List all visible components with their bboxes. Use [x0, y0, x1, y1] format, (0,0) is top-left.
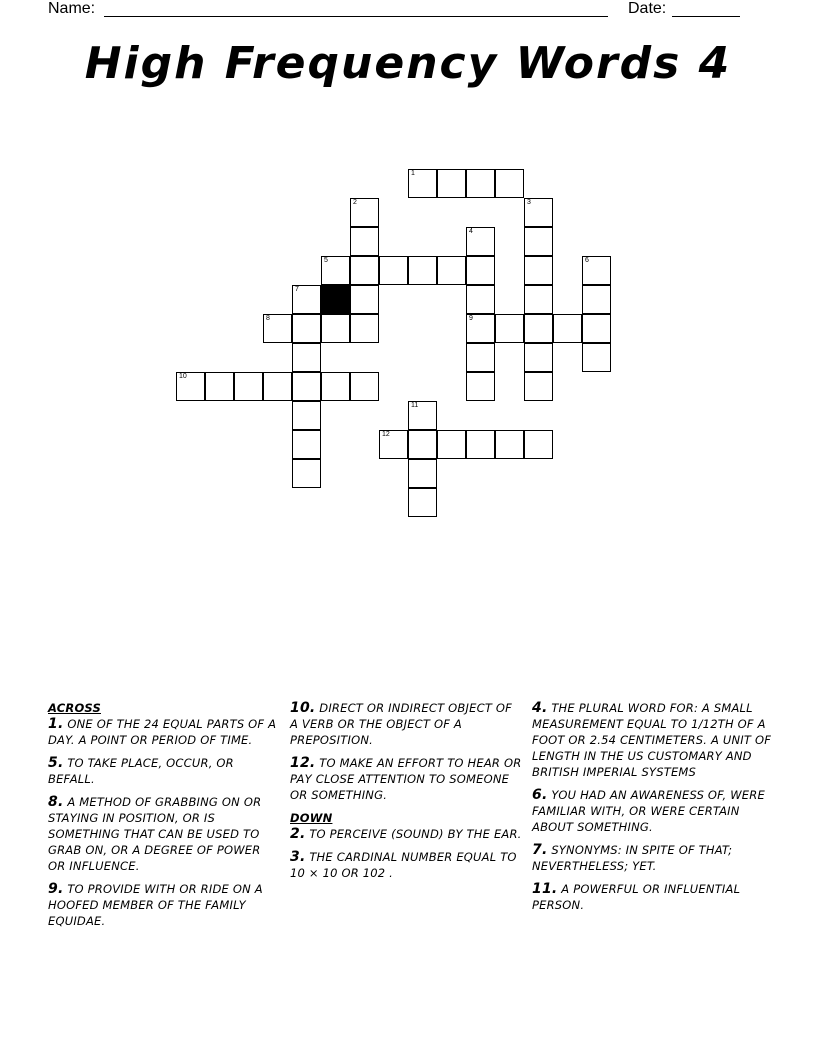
clues-column-3 [532, 700, 772, 920]
grid-cell[interactable] [437, 169, 466, 198]
grid-cell[interactable] [350, 256, 379, 285]
grid-cell[interactable] [292, 401, 321, 430]
grid-cell[interactable] [582, 285, 611, 314]
grid-cell[interactable] [234, 372, 263, 401]
grid-cell[interactable] [350, 285, 379, 314]
across-heading: ACROSS [48, 701, 101, 715]
grid-cell[interactable] [321, 372, 350, 401]
clue-across-12: 12. TO MAKE AN EFFORT TO HEAR OR PAY CLOSE ATTENTION TO SOMEONE OR SOMETHING. [290, 755, 522, 802]
grid-cell[interactable] [495, 430, 524, 459]
grid-cell[interactable] [379, 430, 408, 459]
clue-across-5: 5. TO TAKE PLACE, OCCUR, OR BEFALL. [48, 755, 234, 786]
clues-column-1 [48, 700, 280, 936]
grid-cell[interactable] [466, 343, 495, 372]
clue-number-label: 6 [585, 257, 589, 264]
clue-number-label: 2 [353, 199, 357, 206]
grid-block-cell [321, 285, 350, 314]
grid-cell[interactable] [466, 314, 495, 343]
clue-across-8: 8. A METHOD OF GRABBING ON OR STAYING IN POSITION, OR IS SOMETHING THAT CAN BE USED TO GRAB ON, OR A DEGREE OF POWER OR INFLUENCE. [48, 794, 262, 873]
page-title: High Frequency Words 4 [84, 38, 732, 89]
date-label: Date: [628, 0, 667, 17]
clue-number-label: 3 [527, 199, 531, 206]
clue-across-9: 9. TO PROVIDE WITH OR RIDE ON A HOOFED MEMBER OF THE FAMILY EQUIDAE. [48, 881, 263, 928]
grid-cell[interactable] [408, 401, 437, 430]
grid-cell[interactable] [292, 372, 321, 401]
grid-cell[interactable] [321, 256, 350, 285]
clue-number-label: 1 [411, 170, 415, 177]
clue-number-label: 5 [324, 257, 328, 264]
grid-cell[interactable] [495, 169, 524, 198]
grid-cell[interactable] [437, 256, 466, 285]
grid-cell[interactable] [524, 430, 553, 459]
grid-cell[interactable] [524, 314, 553, 343]
grid-cell[interactable] [292, 343, 321, 372]
grid-cell[interactable] [263, 314, 292, 343]
grid-cell[interactable] [321, 314, 350, 343]
grid-cell[interactable] [292, 430, 321, 459]
grid-cell[interactable] [582, 314, 611, 343]
clue-number-label: 12 [382, 431, 390, 438]
grid-cell[interactable] [466, 285, 495, 314]
grid-cell[interactable] [437, 430, 466, 459]
grid-cell[interactable] [408, 488, 437, 517]
clue-down-6: 6. YOU HAD AN AWARENESS OF, WERE FAMILIAR WITH, OR WERE CERTAIN ABOUT SOMETHING. [532, 787, 765, 834]
grid-cell[interactable] [205, 372, 234, 401]
grid-cell[interactable] [379, 256, 408, 285]
grid-cell[interactable] [466, 256, 495, 285]
grid-cell[interactable] [350, 198, 379, 227]
grid-cell[interactable] [466, 227, 495, 256]
clue-number-label: 7 [295, 286, 299, 293]
grid-cell[interactable] [350, 227, 379, 256]
grid-cell[interactable] [350, 314, 379, 343]
clues-column-2 [290, 700, 522, 888]
clue-number-label: 11 [411, 402, 419, 409]
grid-cell[interactable] [466, 430, 495, 459]
grid-cell[interactable] [408, 459, 437, 488]
clue-down-11: 11. A POWERFUL OR INFLUENTIAL PERSON. [532, 881, 741, 912]
grid-cell[interactable] [524, 256, 553, 285]
clue-down-3: 3. THE CARDINAL NUMBER EQUAL TO 10 × 10 OR 102 . [290, 849, 517, 880]
grid-cell[interactable] [524, 343, 553, 372]
clue-number-label: 8 [266, 315, 270, 322]
grid-cell[interactable] [466, 169, 495, 198]
grid-cell[interactable] [466, 372, 495, 401]
grid-cell[interactable] [524, 198, 553, 227]
grid-cell[interactable] [408, 256, 437, 285]
grid-cell[interactable] [350, 372, 379, 401]
grid-cell[interactable] [263, 372, 292, 401]
clue-number-label: 4 [469, 228, 473, 235]
grid-cell[interactable] [524, 285, 553, 314]
grid-cell[interactable] [553, 314, 582, 343]
grid-cell[interactable] [408, 169, 437, 198]
clue-down-2: 2. TO PERCEIVE (SOUND) BY THE EAR. [290, 826, 522, 842]
clue-across-1: 1. ONE OF THE 24 EQUAL PARTS OF A DAY. A POINT OR PERIOD OF TIME. [48, 716, 277, 747]
clue-number-label: 10 [179, 373, 187, 380]
grid-cell[interactable] [292, 285, 321, 314]
grid-cell[interactable] [292, 314, 321, 343]
grid-cell[interactable] [408, 430, 437, 459]
down-heading: DOWN [290, 811, 333, 825]
grid-cell[interactable] [524, 227, 553, 256]
name-label: Name: [48, 0, 96, 17]
grid-cell[interactable] [582, 256, 611, 285]
grid-cell[interactable] [176, 372, 205, 401]
grid-cell[interactable] [292, 459, 321, 488]
grid-cell[interactable] [524, 372, 553, 401]
grid-cell[interactable] [582, 343, 611, 372]
clue-down-7: 7. SYNONYMS: IN SPITE OF THAT; NEVERTHELESS; YET. [532, 842, 733, 873]
clue-across-10: 10. DIRECT OR INDIRECT OBJECT OF A VERB OR THE OBJECT OF A PREPOSITION. [290, 700, 512, 747]
grid-cell[interactable] [495, 314, 524, 343]
clue-down-4: 4. THE PLURAL WORD FOR: A SMALL MEASUREMENT EQUAL TO 1/12TH OF A FOOT OR 2.54 CENTIMETERS. A UNIT OF LENGTH IN THE US CUSTOMARY AND BRITISH IMPERIAL SYSTEMS [532, 700, 772, 779]
clue-number-label: 9 [469, 315, 473, 322]
